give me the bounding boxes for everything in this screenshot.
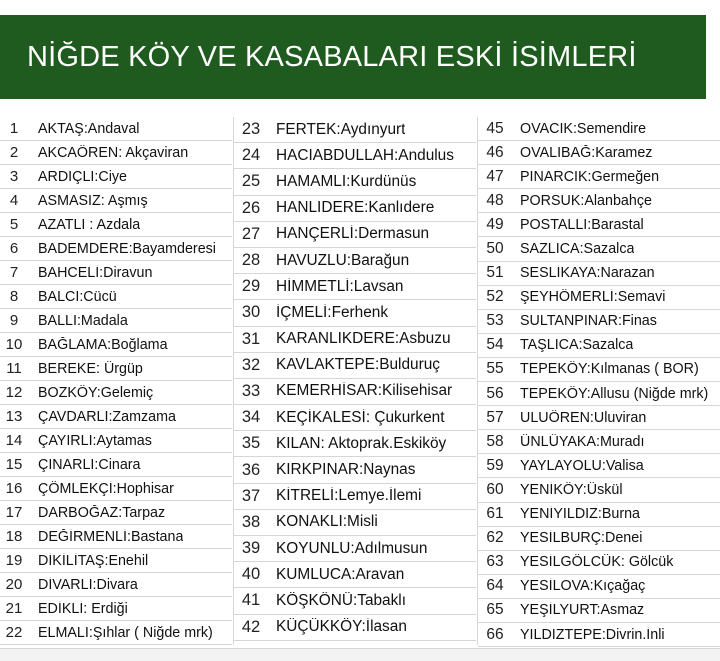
item-number: 54 xyxy=(486,336,504,354)
list-item xyxy=(0,549,232,573)
village-name: AKTAŞ:Andaval xyxy=(38,120,140,137)
village-name: AKCAÖREN: Akçaviran xyxy=(38,144,189,161)
village-name: KIRKPINAR:Naynas xyxy=(276,461,416,479)
list-item xyxy=(0,117,232,141)
item-number: 66 xyxy=(486,625,504,643)
bottom-strip xyxy=(0,648,720,661)
item-number: 34 xyxy=(241,408,261,427)
list-item xyxy=(0,237,232,261)
village-name: KUMLUCA:Aravan xyxy=(276,565,405,583)
list-item xyxy=(0,213,232,237)
item-number: 55 xyxy=(486,360,504,378)
village-name: TAŞLICA:Sazalca xyxy=(520,337,634,354)
list-item xyxy=(478,117,720,141)
list-item xyxy=(0,381,232,405)
village-name: YENİYILDIZ:Burna xyxy=(520,506,640,523)
item-number: 13 xyxy=(5,408,23,425)
item-number: 37 xyxy=(241,486,261,505)
item-number: 23 xyxy=(241,120,261,139)
list-item xyxy=(478,527,720,551)
item-number: 7 xyxy=(9,264,19,281)
village-name: KONAKLI:Misli xyxy=(276,513,378,531)
village-name: YEŞİLYURT:Asmaz xyxy=(520,602,645,619)
village-name: ÇÖMLEKÇİ:Hophisar xyxy=(38,480,174,497)
list-item xyxy=(234,169,476,195)
list-item xyxy=(0,165,232,189)
item-number: 58 xyxy=(486,432,504,450)
item-number: 35 xyxy=(241,434,261,453)
list-item xyxy=(0,477,232,501)
item-number: 3 xyxy=(9,168,19,185)
list-item xyxy=(478,406,720,430)
list-item xyxy=(0,525,232,549)
list-item xyxy=(234,196,476,222)
list-item xyxy=(0,453,232,477)
item-number: 38 xyxy=(241,512,261,531)
item-number: 53 xyxy=(486,312,504,330)
item-number: 64 xyxy=(486,577,504,595)
village-name: YESİLOVA:Kıçağaç xyxy=(520,578,646,595)
list-item xyxy=(478,623,720,647)
village-name: DİKİLİTAŞ:Enehil xyxy=(38,552,149,569)
village-name: BALLI:Madala xyxy=(38,312,128,329)
village-name: POSTALLI:Barastal xyxy=(520,216,644,233)
village-name: ÜNLÜYAKA:Muradı xyxy=(520,433,645,450)
list-item xyxy=(234,405,476,431)
village-name: ÇAVDARLI:Zamzama xyxy=(38,408,176,425)
item-number: 27 xyxy=(241,224,261,243)
village-name: DEĞİRMENLİ:Bastana xyxy=(38,528,184,545)
item-number: 16 xyxy=(5,480,23,497)
item-number: 59 xyxy=(486,456,504,474)
village-list-column-3 xyxy=(478,117,720,647)
village-name: SESLİKAYA:Narazan xyxy=(520,265,655,282)
village-name: DARBOĞAZ:Tarpaz xyxy=(38,504,166,521)
item-number: 25 xyxy=(241,172,261,191)
list-item xyxy=(478,334,720,358)
list-item xyxy=(234,143,476,169)
village-name: ÇAYIRLI:Aytamas xyxy=(38,432,152,449)
item-number: 28 xyxy=(241,251,261,270)
village-name: ŞEYHÖMERLİ:Semavi xyxy=(520,289,666,306)
item-number: 51 xyxy=(486,264,504,282)
item-number: 22 xyxy=(5,624,23,641)
list-item xyxy=(234,117,476,143)
item-number: 61 xyxy=(486,505,504,523)
list-item xyxy=(478,382,720,406)
list-item xyxy=(478,454,720,478)
list-item xyxy=(234,510,476,536)
list-item xyxy=(478,262,720,286)
village-name: YAYLAYOLU:Valisa xyxy=(520,457,644,474)
list-item xyxy=(0,261,232,285)
village-name: PINARCIK:Germeğen xyxy=(520,168,660,185)
list-item xyxy=(0,501,232,525)
item-number: 63 xyxy=(486,553,504,571)
village-name: KEMERHİSAR:Kilisehisar xyxy=(276,382,453,400)
list-item xyxy=(234,248,476,274)
village-name: OVALIBAĞ:Karamez xyxy=(520,144,653,161)
list-item xyxy=(234,457,476,483)
village-name: KILAN: Aktoprak.Eskiköy xyxy=(276,434,447,452)
item-number: 62 xyxy=(486,529,504,547)
village-name: KAVLAKTEPE:Bulduruç xyxy=(276,356,440,374)
item-number: 1 xyxy=(9,120,19,137)
list-item xyxy=(0,573,232,597)
village-name: KARANLIKDERE:Asbuzu xyxy=(276,330,451,348)
item-number: 49 xyxy=(486,215,504,233)
item-number: 17 xyxy=(5,504,23,521)
item-number: 19 xyxy=(5,552,23,569)
village-name: KİTRELİ:Lemye.İlemi xyxy=(276,487,422,505)
village-name: HACIABDULLAH:Andulus xyxy=(276,146,454,164)
item-number: 24 xyxy=(241,146,261,165)
item-number: 21 xyxy=(5,600,23,617)
village-name: FERTEK:Aydınyurt xyxy=(276,120,406,138)
village-name: TEPEKÖY:Allusu (Niğde mrk) xyxy=(520,385,709,402)
item-number: 29 xyxy=(241,277,261,296)
village-name: AZATLI : Azdala xyxy=(38,216,141,233)
village-name: ARDIÇLI:Ciye xyxy=(38,168,127,185)
item-number: 4 xyxy=(9,192,19,209)
item-number: 50 xyxy=(486,240,504,258)
item-number: 47 xyxy=(486,167,504,185)
list-item xyxy=(234,274,476,300)
list-item xyxy=(234,222,476,248)
village-name: HAVUZLU:Barağun xyxy=(276,251,410,269)
village-name: BAĞLAMA:Boğlama xyxy=(38,336,168,353)
village-name: YILDIZTEPE:Divrin.İnli xyxy=(520,626,665,643)
list-item xyxy=(0,333,232,357)
list-item xyxy=(478,478,720,502)
item-number: 65 xyxy=(486,601,504,619)
village-list-column-1 xyxy=(0,117,232,645)
list-item xyxy=(478,430,720,454)
list-item xyxy=(478,503,720,527)
list-item xyxy=(0,285,232,309)
village-name: ÇINARLI:Cinara xyxy=(38,456,141,473)
item-number: 32 xyxy=(241,355,261,374)
item-number: 56 xyxy=(486,384,504,402)
village-name: DİVARLI:Divara xyxy=(38,576,138,593)
list-item xyxy=(0,405,232,429)
item-number: 26 xyxy=(241,198,261,217)
item-number: 8 xyxy=(9,288,19,305)
item-number: 31 xyxy=(241,329,261,348)
list-item xyxy=(234,431,476,457)
list-item xyxy=(234,353,476,379)
village-name: KÖŞKÖNÜ:Tabaklı xyxy=(276,591,407,609)
list-item xyxy=(0,189,232,213)
item-number: 5 xyxy=(9,216,19,233)
item-number: 2 xyxy=(9,144,19,161)
list-item xyxy=(234,484,476,510)
item-number: 41 xyxy=(241,591,261,610)
list-item xyxy=(478,189,720,213)
village-name: BEREKE: Ürgüp xyxy=(38,360,143,377)
item-number: 15 xyxy=(5,456,23,473)
item-number: 40 xyxy=(241,565,261,584)
village-name: YENİKÖY:Üskül xyxy=(520,481,623,498)
list-item xyxy=(478,310,720,334)
list-item xyxy=(0,429,232,453)
column-divider xyxy=(233,117,234,645)
village-name: HAMAMLI:Kurdünüs xyxy=(276,172,417,190)
list-item xyxy=(234,379,476,405)
list-item xyxy=(234,562,476,588)
village-list-column-2 xyxy=(234,117,476,641)
village-name: EDİKLİ: Erdiği xyxy=(38,600,128,617)
village-name: SAZLICA:Sazalca xyxy=(520,241,635,258)
item-number: 52 xyxy=(486,288,504,306)
village-name: YESİLGÖLCÜK: Gölcük xyxy=(520,554,674,571)
village-name: HANÇERLİ:Dermasun xyxy=(276,225,430,243)
item-number: 18 xyxy=(5,528,23,545)
list-item xyxy=(478,358,720,382)
list-item xyxy=(0,357,232,381)
village-name: SULTANPINAR:Finas xyxy=(520,313,657,330)
village-name: BADEMDERE:Bayamderesi xyxy=(38,240,216,257)
item-number: 10 xyxy=(5,336,23,353)
item-number: 33 xyxy=(241,381,261,400)
item-number: 6 xyxy=(9,240,19,257)
list-item xyxy=(234,327,476,353)
item-number: 9 xyxy=(9,312,19,329)
village-name: İÇMELİ:Ferhenk xyxy=(276,303,389,321)
item-number: 57 xyxy=(486,408,504,426)
item-number: 20 xyxy=(5,576,23,593)
village-name: YESİLBURÇ:Denei xyxy=(520,530,643,547)
village-name: ELMALI:Şıhlar ( Niğde mrk) xyxy=(38,624,213,641)
page-title: NİĞDE KÖY VE KASABALARI ESKİ İSİMLERİ xyxy=(27,40,637,73)
title-banner xyxy=(0,15,706,99)
list-item xyxy=(234,536,476,562)
list-item xyxy=(234,300,476,326)
list-item xyxy=(478,575,720,599)
column-divider xyxy=(477,117,478,645)
item-number: 12 xyxy=(5,384,23,401)
village-name: TEPEKÖY:Kılmanas ( BOR) xyxy=(520,361,699,378)
list-item xyxy=(478,165,720,189)
item-number: 60 xyxy=(486,480,504,498)
item-number: 42 xyxy=(241,617,261,636)
village-name: OVACIK:Semendire xyxy=(520,120,647,137)
list-item xyxy=(0,597,232,621)
item-number: 39 xyxy=(241,539,261,558)
item-number: 36 xyxy=(241,460,261,479)
list-item xyxy=(478,551,720,575)
list-item xyxy=(234,615,476,641)
village-name: PORSUK:Alanbahçe xyxy=(520,192,652,209)
list-item xyxy=(0,141,232,165)
village-name: BALCI:Cücü xyxy=(38,288,117,305)
village-name: ULUÖREN:Uluviran xyxy=(520,409,647,426)
item-number: 14 xyxy=(5,432,23,449)
item-number: 11 xyxy=(6,360,22,377)
item-number: 46 xyxy=(486,143,504,161)
village-name: BAHCELİ:Diravun xyxy=(38,264,153,281)
item-number: 30 xyxy=(241,303,261,322)
village-name: HANLIDERE:Kanlıdere xyxy=(276,199,435,217)
list-item xyxy=(0,621,232,645)
village-name: BOZKÖY:Gelemiç xyxy=(38,384,154,401)
item-number: 48 xyxy=(486,191,504,209)
list-item xyxy=(234,588,476,614)
list-item xyxy=(0,309,232,333)
list-item xyxy=(478,599,720,623)
village-name: KEÇİKALESİ: Çukurkent xyxy=(276,408,445,426)
list-item xyxy=(478,286,720,310)
village-name: KOYUNLU:Adılmusun xyxy=(276,539,428,557)
village-name: HİMMETLİ:Lavsan xyxy=(276,277,404,295)
list-item xyxy=(478,237,720,261)
village-name: KÜÇÜKKÖY:İlasan xyxy=(276,618,407,636)
list-item xyxy=(478,141,720,165)
village-name: ASMASIZ: Aşmış xyxy=(38,192,148,209)
item-number: 45 xyxy=(486,119,504,137)
list-item xyxy=(478,213,720,237)
